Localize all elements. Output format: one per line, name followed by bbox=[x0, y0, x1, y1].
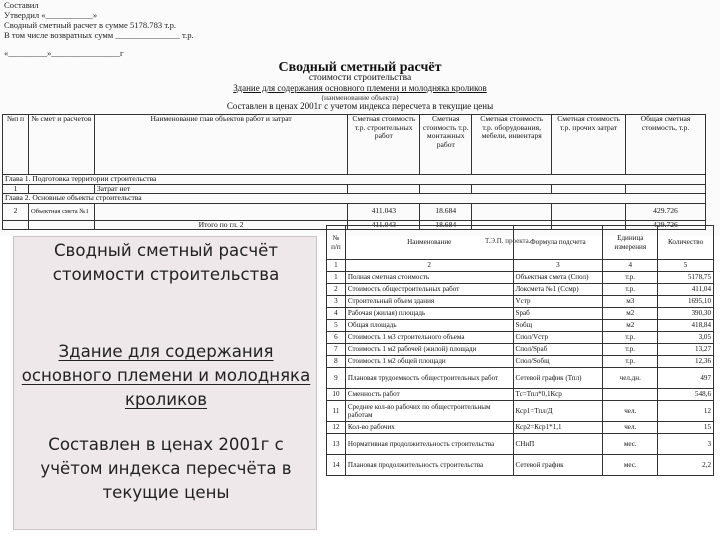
table-cell: Сетевой график bbox=[513, 455, 603, 476]
table-cell: м2 bbox=[603, 308, 658, 320]
table-row bbox=[327, 389, 714, 401]
table-cell: 12,36 bbox=[658, 356, 714, 368]
table-cell: Сетевой график (Тпл) bbox=[513, 368, 603, 389]
table-cell: 4 bbox=[603, 260, 658, 272]
tep-table-body bbox=[327, 272, 714, 476]
table-cell: Объектная смета №1 bbox=[28, 203, 94, 220]
table-cell: 11 bbox=[327, 401, 346, 422]
table-cell: т.р. bbox=[603, 344, 658, 356]
table-cell: 18.684 bbox=[420, 203, 472, 220]
table-cell: 5178,75 bbox=[658, 272, 714, 284]
table-cell: т.р. bbox=[603, 272, 658, 284]
table-row bbox=[327, 272, 714, 284]
table-cell: т.р. bbox=[603, 356, 658, 368]
table-cell: 390,30 bbox=[658, 308, 714, 320]
table-cell: 1695,10 bbox=[658, 296, 714, 308]
header-returnable-line: В том числе возвратных сумм _______________ т.р. bbox=[4, 30, 194, 40]
table-row bbox=[327, 332, 714, 344]
table-cell: Спол/Sраб bbox=[513, 344, 603, 356]
table-header-row bbox=[3, 115, 706, 175]
table-cell: Спол/Vстр bbox=[513, 332, 603, 344]
table-cell: Vстр bbox=[513, 296, 603, 308]
table-cell: Локсмета №1 (Ссмр) bbox=[513, 284, 603, 296]
table-cell bbox=[472, 184, 552, 194]
table-cell: Плановая трудоемкость общестроительных работ bbox=[345, 368, 513, 389]
table-cell: 12 bbox=[327, 422, 346, 434]
sheet-building-name: Здание для содержания основного племени и молодняка кроликов bbox=[233, 83, 487, 93]
card-prices-note: Составлен в ценах 2001г с учётом индекса пересчёта в текущие цены bbox=[40, 435, 292, 502]
table-cell: Стоимость 1 м2 рабочей (жилой) площади bbox=[345, 344, 513, 356]
table-cell: 2 bbox=[3, 203, 29, 220]
table-cell: СНиП bbox=[513, 434, 603, 455]
table-cell: 411.043 bbox=[348, 220, 420, 230]
table-cell: 497 bbox=[658, 368, 714, 389]
sheet-building-note: (наименование объекта) bbox=[321, 93, 399, 102]
table-cell: 3 bbox=[327, 296, 346, 308]
table-cell: Полная сметная стоимость bbox=[345, 272, 513, 284]
table-cell bbox=[603, 389, 658, 401]
table-row bbox=[327, 422, 714, 434]
table-cell: Затрат нет bbox=[94, 184, 347, 194]
card-building-name: Здание для содержания основного племени и молодняка кроликов bbox=[21, 342, 311, 409]
table-row bbox=[327, 344, 714, 356]
table-cell bbox=[94, 203, 347, 220]
table-cell: Итого по гл. 2 bbox=[94, 220, 347, 230]
table-row bbox=[327, 296, 714, 308]
table-cell: 14 bbox=[327, 455, 346, 476]
table-cell: 1 bbox=[327, 272, 346, 284]
header-approved-line: Утвердил «___________» bbox=[4, 10, 98, 20]
table-cell: 10 bbox=[327, 389, 346, 401]
column-header: Общая сметная стоимость, т.р. bbox=[626, 115, 706, 175]
table-cell: чел. bbox=[603, 422, 658, 434]
table-cell: 3,05 bbox=[658, 332, 714, 344]
table-cell: 8 bbox=[327, 356, 346, 368]
table-cell: мес. bbox=[603, 455, 658, 476]
table-cell: Общая площадь bbox=[345, 320, 513, 332]
table-cell: 7 bbox=[327, 344, 346, 356]
table-cell: Сменность работ bbox=[345, 389, 513, 401]
table-cell: 9 bbox=[327, 368, 346, 389]
table-cell: Стоимость 1 м2 общей площади bbox=[345, 356, 513, 368]
table-cell: Кол-во рабочих bbox=[345, 422, 513, 434]
column-header: Количество bbox=[658, 226, 714, 260]
table-row bbox=[327, 308, 714, 320]
tep-table bbox=[326, 225, 714, 476]
table-cell: 4 bbox=[327, 308, 346, 320]
table-cell: Спол/Sобщ bbox=[513, 356, 603, 368]
table-cell: Строительный объем здания bbox=[345, 296, 513, 308]
table-cell: Стоимость общестроительных работ bbox=[345, 284, 513, 296]
table-cell: Кср2=Кср1*1,1 bbox=[513, 422, 603, 434]
table-cell bbox=[28, 184, 94, 194]
table-cell: Нормативная продолжительность строительства bbox=[345, 434, 513, 455]
card-title: Сводный сметный расчёт стоимости строительства bbox=[52, 241, 280, 284]
table-row bbox=[3, 184, 706, 194]
table-cell: 429.726 bbox=[626, 203, 706, 220]
header-date-line: «_________»________________г bbox=[4, 48, 124, 58]
table-cell: 13 bbox=[327, 434, 346, 455]
table-row bbox=[3, 203, 706, 220]
sheet-title: Сводный сметный расчёт bbox=[278, 60, 442, 75]
table-cell bbox=[472, 203, 552, 220]
table-cell: Кср1=Тпл/Д bbox=[513, 401, 603, 422]
table-cell: Тс=Тпл*0,1Кср bbox=[513, 389, 603, 401]
table-cell: 2 bbox=[327, 284, 346, 296]
table-cell: 2,2 bbox=[658, 455, 714, 476]
table-cell bbox=[552, 203, 626, 220]
summary-estimate-table bbox=[2, 114, 706, 230]
column-header: Сметная стоимость т.р. оборудования, мебели, инвентаря bbox=[472, 115, 552, 175]
table-row bbox=[327, 434, 714, 455]
table-cell: Плановая продолжительность строительства bbox=[345, 455, 513, 476]
table-cell: 12 bbox=[658, 401, 714, 422]
header-sum-line: Сводный сметный расчет в сумме 5178.783 т.р. bbox=[4, 20, 177, 30]
table-cell: Рабочая (жилая) площадь bbox=[345, 308, 513, 320]
table-row bbox=[327, 455, 714, 476]
table-cell: м2 bbox=[603, 320, 658, 332]
sheet-prices-note: Составлен в ценах 2001г с учетом индекса пересчета в текущие цены bbox=[226, 101, 494, 111]
column-header: № п/п bbox=[327, 226, 346, 260]
table-cell: Sраб bbox=[513, 308, 603, 320]
table-cell: 548,6 bbox=[658, 389, 714, 401]
table-header-row bbox=[327, 226, 714, 260]
index-row bbox=[327, 260, 714, 272]
table-cell bbox=[348, 184, 420, 194]
table-row bbox=[327, 401, 714, 422]
table-cell: 1 bbox=[3, 184, 29, 194]
chapter-title: Глава 1. Подготовка территории строительства bbox=[3, 175, 706, 185]
chapter-row bbox=[3, 194, 706, 204]
table-cell: 15 bbox=[658, 422, 714, 434]
table-cell: чел. bbox=[603, 401, 658, 422]
table-cell: 2 bbox=[345, 260, 513, 272]
table-row bbox=[327, 368, 714, 389]
table-cell bbox=[28, 220, 94, 230]
table-cell: 13,27 bbox=[658, 344, 714, 356]
column-header: Сметная стоимость т.р. строительных работ bbox=[348, 115, 420, 175]
table-cell: мес. bbox=[603, 434, 658, 455]
table-cell: 5 bbox=[327, 320, 346, 332]
table-row bbox=[327, 284, 714, 296]
column-header: № смет и расчетов bbox=[28, 115, 94, 175]
table-cell: 1 bbox=[327, 260, 346, 272]
table-cell: Стоимость 1 м3 строительного объема bbox=[345, 332, 513, 344]
table-cell: Среднее кол-во рабочих по общестроительным работам bbox=[345, 401, 513, 422]
table-cell: Sобщ bbox=[513, 320, 603, 332]
chapter-title: Глава 2. Основные объекты строительства bbox=[3, 194, 706, 204]
column-header: Наименование глав объектов работ и затрат bbox=[94, 115, 347, 175]
chapter-row bbox=[3, 175, 706, 185]
table-cell: 429.726 bbox=[626, 220, 706, 230]
table-row bbox=[327, 356, 714, 368]
table-cell bbox=[552, 184, 626, 194]
column-header: Сметная стоимость т.р. монтажных работ bbox=[420, 115, 472, 175]
column-header: №п п bbox=[3, 115, 29, 175]
table-cell: 3 bbox=[513, 260, 603, 272]
table-cell bbox=[420, 184, 472, 194]
tep-label: Т.Э.П. проекта. bbox=[485, 237, 531, 245]
table-cell: 411.043 bbox=[348, 203, 420, 220]
column-header: Сметная стоимость т.р. прочих затрат bbox=[552, 115, 626, 175]
table-cell bbox=[626, 184, 706, 194]
table-cell: чел.дн. bbox=[603, 368, 658, 389]
sheet-subtitle: стоимости строительства bbox=[308, 73, 412, 83]
table-row bbox=[327, 320, 714, 332]
table-cell: м3 bbox=[603, 296, 658, 308]
column-header: Наименование bbox=[345, 226, 513, 260]
table-cell bbox=[3, 220, 29, 230]
title-card bbox=[13, 236, 317, 530]
estimate-sheet-scan bbox=[0, 0, 720, 236]
table-cell: т.р. bbox=[603, 332, 658, 344]
table-cell: Объектная смета (Спол) bbox=[513, 272, 603, 284]
table-cell: 418,84 bbox=[658, 320, 714, 332]
table-cell: 3 bbox=[658, 434, 714, 455]
table-cell: 411,04 bbox=[658, 284, 714, 296]
table-cell: 6 bbox=[327, 332, 346, 344]
table-cell: 18.684 bbox=[420, 220, 472, 230]
table-cell: т.р. bbox=[603, 284, 658, 296]
header-compiled-line: Составил bbox=[4, 0, 39, 10]
column-header: Формула подсчета bbox=[513, 226, 603, 260]
table-cell: 5 bbox=[658, 260, 714, 272]
column-header: Единица измерения bbox=[603, 226, 658, 260]
